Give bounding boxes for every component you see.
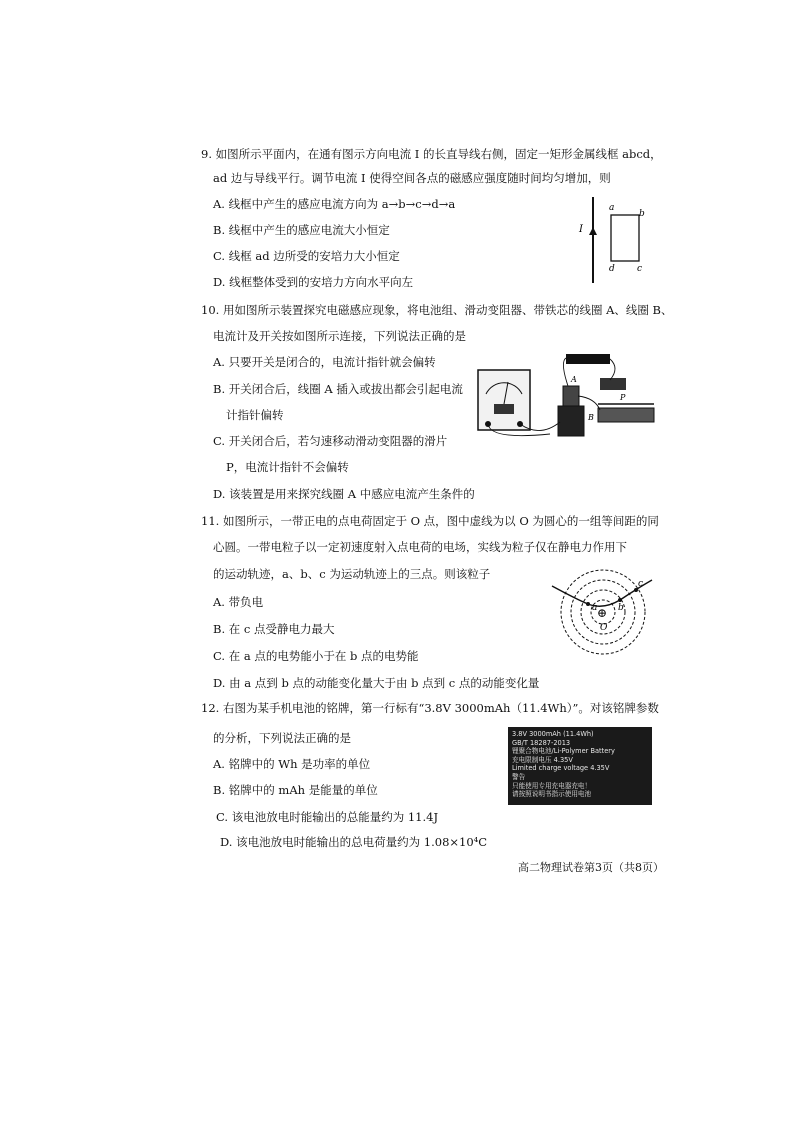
q9-option-d: D. 线框整体受到的安培力方向水平向左 [213, 275, 414, 289]
vertex-d-label: d [609, 264, 615, 274]
q12-option-d: D. 该电池放电时能输出的总电荷量约为 1.08×10⁴C [220, 835, 488, 849]
coil-a-label: A [571, 375, 577, 384]
q12-option-a: A. 铭牌中的 Wh 是功率的单位 [213, 757, 371, 771]
rheostat [598, 408, 654, 422]
q9-option-a: A. 线框中产生的感应电流方向为 a→b→c→d→a [213, 197, 456, 211]
point-charge-symbol: ⊕ [597, 606, 608, 620]
vertex-c-label: c [637, 264, 643, 274]
q11-stem-line3: 的运动轨迹，a、b、c 为运动轨迹上的三点。则该粒子 [213, 567, 491, 581]
wire-4 [610, 359, 615, 380]
q11-stem-line2: 心圆。一带电粒子以一定初速度射入点电荷的电场，实线为粒子仅在静电力作用下 [213, 540, 627, 554]
coil-a [563, 386, 579, 408]
battery-line6: 警告 [512, 772, 526, 781]
q11-option-b: B. 在 c 点受静电力最大 [213, 622, 335, 636]
battery-line7: 只能使用专用充电器充电！ [512, 781, 592, 790]
q11-option-d: D. 由 a 点到 b 点的动能变化量大于由 b 点到 c 点的动能变化量 [213, 676, 540, 690]
q12-option-b: B. 铭牌中的 mAh 是能量的单位 [213, 783, 378, 797]
battery-line8: 请按照说明书指示使用电池 [512, 790, 592, 799]
slider-label: P [620, 393, 626, 402]
battery-pack [566, 354, 610, 364]
q12-stem-line1: 12. 右图为某手机电池的铭牌，第一行标有“3.8V 3000mAh（11.4Wh）”。对该铭牌参数 [201, 701, 659, 715]
q10-option-b-line1: B. 开关闭合后，线圈 A 插入或拔出都会引起电流 [213, 382, 463, 396]
vertex-b-label: b [639, 209, 645, 219]
q10-option-d: D. 该装置是用来探究线圈 A 中感应电流产生条件的 [213, 487, 475, 501]
q9-stem-line2: ad 边与导线平行。调节电流 I 使得空间各点的磁感应强度随时间均匀增加，则 [213, 171, 611, 185]
q12-option-c: C. 该电池放电时能输出的总能量约为 11.4J [216, 810, 439, 824]
battery-line3: 锂聚合物电池/Li-Polymer Battery [512, 747, 615, 756]
q11-stem-line1: 11. 如图所示，一带正电的点电荷固定于 O 点，图中虚线为以 O 为圆心的一组等间距的同 [201, 514, 659, 528]
galvanometer-base [494, 404, 514, 414]
q10-option-c-line1: C. 开关闭合后，若匀速移动滑动变阻器的滑片 [213, 434, 448, 448]
battery-line4: 充电限制电压 4.35V [512, 755, 573, 764]
current-direction-arrow [589, 227, 597, 235]
q10-option-c-line2: P，电流计指针不会偏转 [226, 460, 349, 474]
q11-equipotential-figure [548, 560, 658, 660]
q9-wire-loop-figure [565, 195, 655, 285]
point-c-label: c [638, 579, 644, 589]
q9-stem-line1: 9. 如图所示平面内，在通有图示方向电流 I 的长直导线右侧，固定一矩形金属线框 abcd， [201, 147, 662, 161]
battery-line2: GB/T 18287-2013 [512, 738, 571, 747]
q9-option-c: C. 线框 ad 边所受的安培力大小恒定 [213, 249, 400, 263]
q10-induction-apparatus-figure [470, 348, 660, 443]
q10-option-b-line2: 计指针偏转 [226, 408, 284, 422]
coil-b [558, 406, 584, 436]
battery-label [508, 727, 652, 805]
q9-option-b: B. 线框中产生的感应电流大小恒定 [213, 223, 390, 237]
battery-line5: Limited charge voltage 4.35V [512, 764, 610, 773]
q12-stem-line2: 的分析，下列说法正确的是 [213, 731, 351, 745]
vertex-a-label: a [609, 203, 615, 213]
battery-line1: 3.8V 3000mAh (11.4Wh) [512, 730, 594, 738]
galvanometer [478, 370, 530, 430]
trajectory [552, 580, 652, 606]
page-footer: 高二物理试卷第3页（共8页） [518, 861, 664, 874]
point-b-label: b [618, 603, 624, 613]
point-a-label: a [592, 603, 598, 613]
origin-label: O [600, 623, 608, 633]
q10-stem-line1: 10. 用如图所示装置探究电磁感应现象，将电池组、滑动变阻器、带铁芯的线圈 A、线圈 B、 [201, 303, 673, 317]
q11-option-a: A. 带负电 [213, 595, 264, 609]
q10-option-a: A. 只要开关是闭合的，电流计指针就会偏转 [213, 355, 436, 369]
q10-stem-line2: 电流计及开关按如图所示连接，下列说法正确的是 [213, 329, 466, 343]
switch [600, 378, 626, 390]
q11-option-c: C. 在 a 点的电势能小于在 b 点的电势能 [213, 649, 419, 663]
coil-b-label: B [588, 413, 594, 422]
point-b [618, 598, 622, 602]
current-label: I [579, 224, 583, 235]
point-a [586, 602, 590, 606]
rectangular-loop [611, 215, 639, 261]
